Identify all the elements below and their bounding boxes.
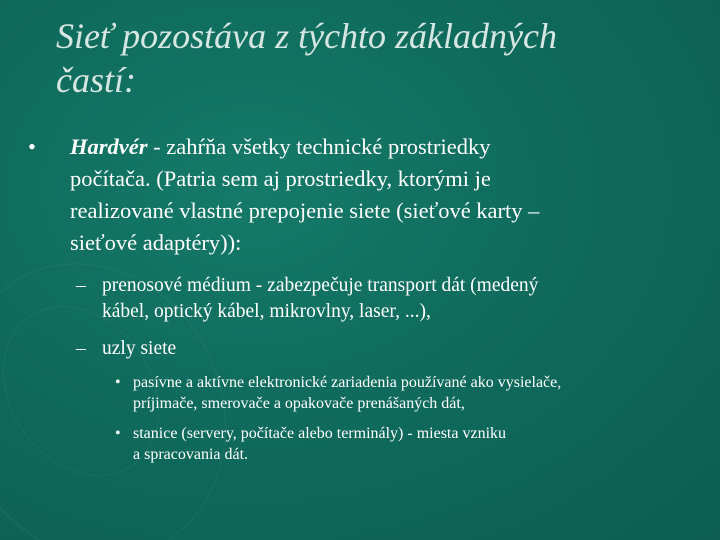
- subsub-bullet-text: a spracovania dát.: [133, 446, 249, 463]
- sub-bullet-text: prenosové médium - zabezpečuje transport dát (medený: [102, 275, 539, 296]
- sub-bullet-text: uzly siete: [102, 338, 177, 359]
- subsub-bullet-text: pasívne a aktívne elektronické zariadenia používané ako vysielače,: [133, 374, 562, 391]
- bullet-dot: •: [28, 134, 36, 159]
- subsub-bullet-text: príjimače, smerovače a opakovače prenášaných dát,: [133, 395, 465, 412]
- bullet-text: realizované vlastné prepojenie siete (sieťové karty –: [70, 198, 540, 223]
- title-line: Sieť pozostáva z týchto základných: [56, 16, 557, 56]
- subsub-bullet-text: stanice (servery, počítače alebo terminály) - miesta vzniku: [133, 425, 507, 442]
- bullet-hardver: [28, 131, 690, 259]
- small-bullet-dot: •: [115, 374, 121, 391]
- subsub-bullet-pasivne: [115, 372, 693, 414]
- bullet-text: - zahŕňa všetky technické prostriedky: [147, 134, 491, 159]
- dash-bullet: –: [76, 338, 86, 359]
- subsub-bullet-stanice: [115, 423, 693, 465]
- bullet-lead: Hardvér: [70, 134, 148, 159]
- slide-title: [56, 14, 696, 102]
- small-bullet-dot: •: [115, 425, 121, 442]
- bullet-text: počítača. (Patria sem aj prostriedky, ktorými je: [70, 166, 491, 191]
- sub-bullet-text: kábel, optický kábel, mikrovlny, laser, ...),: [102, 301, 431, 322]
- title-line: častí:: [56, 60, 136, 100]
- sub-bullet-prenosove-medium: [76, 273, 692, 325]
- sub-bullet-uzly-siete: [76, 336, 692, 362]
- bullet-text: sieťové adaptéry)):: [70, 230, 242, 255]
- dash-bullet: –: [76, 275, 86, 296]
